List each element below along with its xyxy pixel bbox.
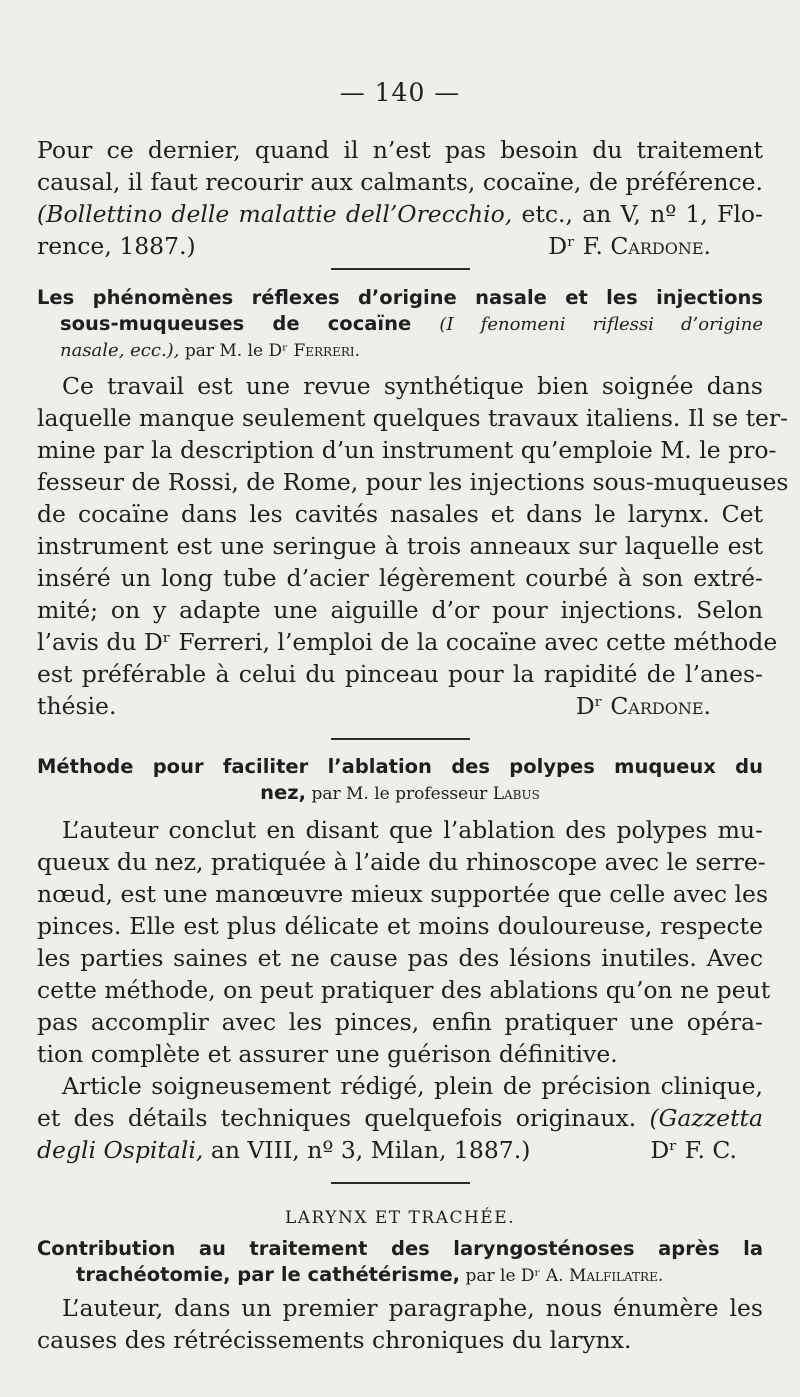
- citation-italic: nasale, ecc.),: [60, 340, 180, 361]
- article-title: [76, 1262, 800, 1289]
- text-line: les parties saines et ne cause pas des lésions inutiles. Avec: [37, 944, 763, 972]
- citation-italic: (I fenomeni riflessi d’origine: [439, 314, 763, 335]
- divider: [331, 1182, 470, 1184]
- divider: [331, 268, 470, 270]
- text-line: [37, 1102, 763, 1134]
- signature: Dʳ F. Cardone.: [548, 232, 711, 260]
- text-line: mité; on y adapte une aiguille d’or pour injections. Selon: [37, 596, 763, 624]
- text-span: par M. le Dʳ: [179, 341, 294, 361]
- text-span: etc., an V, nº 1, Flo-: [512, 200, 763, 228]
- citation-italic: (Gazzetta: [649, 1104, 763, 1132]
- article-title: [60, 337, 786, 364]
- text-line: tion complète et assurer une guérison définitive.: [37, 1040, 618, 1068]
- citation-italic: degli Ospitali,: [37, 1136, 204, 1164]
- citation-italic: (Bollettino delle malattie dell’Orecchio,: [37, 200, 513, 228]
- text-line: nœud, est une manœuvre mieux supportée que celle avec les: [37, 880, 769, 908]
- text-span: trachéotomie, par le cathétérisme,: [76, 1263, 461, 1286]
- text-line: causes des rétrécissements chroniques du larynx.: [37, 1326, 632, 1354]
- text-span: thésie.: [37, 692, 117, 720]
- article-title: [37, 780, 763, 807]
- text-span: sous-muqueuses de cocaïne: [60, 312, 412, 335]
- article-title: Contribution au traitement des laryngosténoses après la: [37, 1237, 763, 1260]
- text-line: instrument est une seringue à trois anneaux sur laquelle est: [37, 532, 763, 560]
- text-line: pas accomplir avec les pinces, enfin pratiquer une opéra-: [37, 1008, 763, 1036]
- text-span: an VIII, nº 3, Milan, 1887.): [203, 1136, 531, 1164]
- text-line: inséré un long tube d’acier légèrement courbé à son extré-: [37, 564, 763, 592]
- section-heading: LARYNX ET TRACHÉE.: [284, 1208, 516, 1228]
- author-name: Labus: [492, 784, 540, 804]
- text-span: nez,: [260, 781, 307, 804]
- text-line: cette méthode, on peut pratiquer des ablations qu’on ne peut: [37, 976, 771, 1004]
- text-line: pinces. Elle est plus délicate et moins douloureuse, respecte: [37, 912, 763, 940]
- signature: Dʳ F. C.: [650, 1136, 737, 1164]
- article-title: [60, 311, 763, 338]
- text-line: mine par la description d’un instrument qu’emploie M. le pro-: [37, 436, 777, 464]
- article-title: Les phénomènes réflexes d’origine nasale et les injections: [37, 286, 763, 309]
- text-line: l’avis du Dʳ Ferreri, l’emploi de la cocaïne avec cette méthode: [37, 628, 778, 656]
- text-line: Ce travail est une revue synthétique bien soignée dans: [62, 372, 763, 400]
- text-line: laquelle manque seulement quelques travaux italiens. Il se ter-: [37, 404, 789, 432]
- page-number: — 140 —: [339, 78, 461, 107]
- text-line: causal, il faut recourir aux calmants, cocaïne, de préférence.: [37, 168, 763, 196]
- divider: [331, 738, 470, 740]
- text-line: queux du nez, pratiquée à l’aide du rhinoscope avec le serre-: [37, 848, 766, 876]
- text-line: Article soigneusement rédigé, plein de précision clinique,: [62, 1072, 763, 1100]
- text-span: et des détails techniques quelquefois originaux.: [37, 1104, 650, 1132]
- text-line: [37, 690, 763, 722]
- signature: Dʳ Cardone.: [575, 692, 711, 720]
- text-line: fesseur de Rossi, de Rome, pour les injections sous-muqueuses: [37, 468, 789, 496]
- text-line: [37, 198, 763, 230]
- text-line: est préférable à celui du pinceau pour la rapidité de l’anes-: [37, 660, 763, 688]
- text-line: de cocaïne dans les cavités nasales et dans le larynx. Cet: [37, 500, 763, 528]
- author-name: Ferreri.: [293, 341, 361, 361]
- text-line: Pour ce dernier, quand il n’est pas besoin du traitement: [37, 136, 763, 164]
- text-line: L’auteur conclut en disant que l’ablation des polypes mu-: [62, 816, 763, 844]
- article-title: Méthode pour faciliter l’ablation des polypes muqueux du: [37, 755, 763, 778]
- text-span: rence, 1887.): [37, 232, 196, 260]
- author-name: Malfilatre.: [568, 1266, 664, 1286]
- text-line: [37, 230, 763, 262]
- text-span: par le Dʳ A.: [460, 1266, 569, 1286]
- text-span: par M. le professeur: [306, 784, 493, 804]
- text-line: [37, 1134, 763, 1166]
- text-line: L’auteur, dans un premier paragraphe, nous énumère les: [62, 1294, 763, 1322]
